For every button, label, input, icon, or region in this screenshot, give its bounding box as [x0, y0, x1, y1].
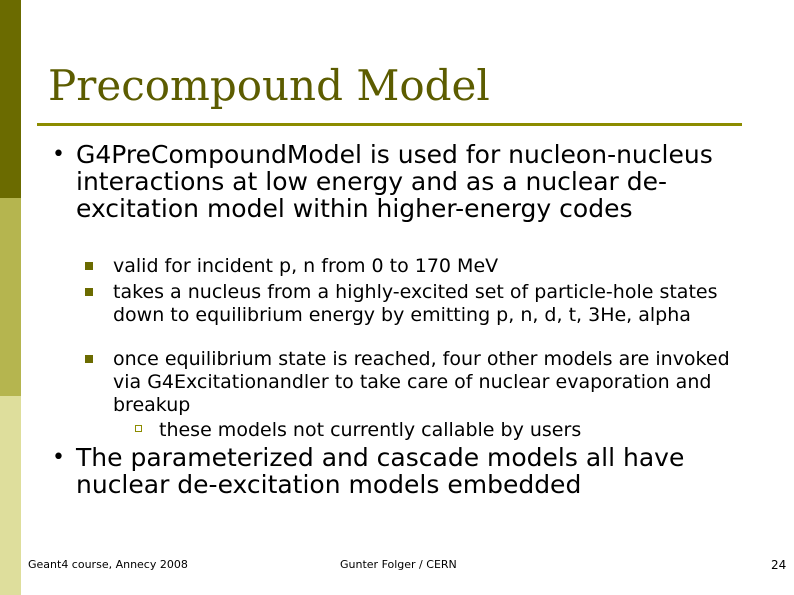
square-bullet-icon [85, 262, 93, 270]
bullet-dot-icon: • [52, 142, 65, 167]
hollow-square-bullet-icon [135, 425, 142, 432]
bullet-2 [52, 444, 752, 498]
sidebar-block-mid [0, 198, 21, 396]
square-bullet-icon [85, 355, 93, 363]
footer-author: Gunter Folger / CERN [340, 558, 457, 571]
sub-bullet-2 [85, 281, 753, 327]
sub-sub-bullet-1-text: these models not currently callable by users [159, 419, 582, 441]
bullet-1 [52, 141, 742, 222]
sub-bullet-2-text: takes a nucleus from a highly-excited set of particle-hole states down to equilibrium energy by emitting p, n, d, t, 3He, alpha [113, 281, 718, 326]
title-underline [37, 123, 742, 126]
sub-bullet-1-text: valid for incident p, n from 0 to 170 MeV [113, 255, 499, 277]
sub-sub-bullet-1 [135, 419, 581, 442]
slide-title: Precompound Model [48, 61, 490, 110]
sub-bullet-3-text: once equilibrium state is reached, four other models are invoked via G4Excitationandler to take care of nuclear evaporation and breakup [113, 348, 730, 416]
square-bullet-icon [85, 288, 93, 296]
sidebar-stripe [0, 0, 21, 595]
sidebar-block-dark [0, 0, 21, 198]
bullet-1-text: G4PreCompoundModel is used for nucleon-nucleus interactions at low energy and as a nuclear de-excitation model within higher-energy codes [76, 140, 713, 223]
sub-bullet-3 [85, 348, 753, 417]
sidebar-block-light [0, 396, 21, 595]
sub-bullet-1 [85, 255, 753, 278]
bullet-dot-icon: • [52, 445, 65, 470]
bullet-2-text: The parameterized and cascade models all have nuclear de-excitation models embedded [76, 443, 685, 499]
footer-course: Geant4 course, Annecy 2008 [28, 558, 188, 571]
page-number: 24 [771, 558, 787, 572]
